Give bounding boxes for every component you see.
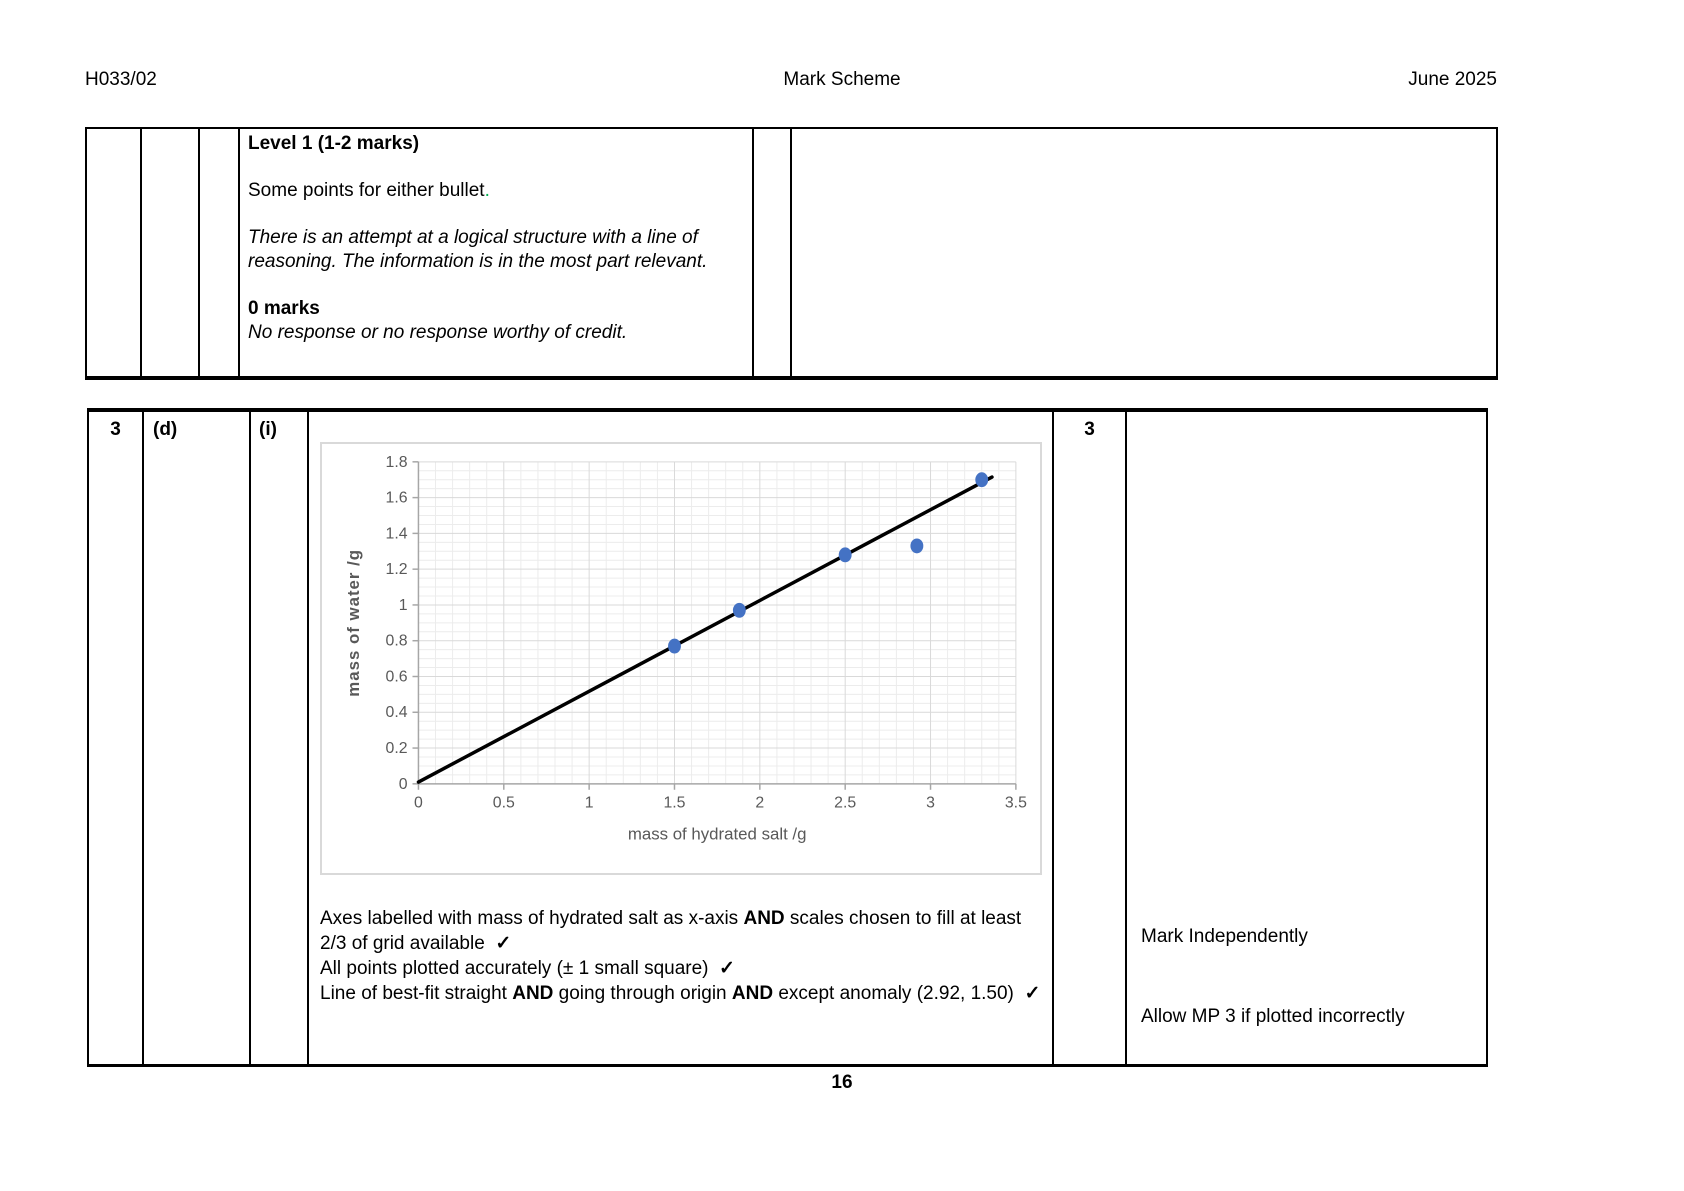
svg-text:0.5: 0.5 <box>492 794 515 812</box>
level1-heading: Level 1 (1-2 marks) <box>248 133 420 154</box>
marking-point-1: Axes labelled with mass of hydrated salt as x-axis AND scales chosen to fill at least 2/3 of grid available ✓ <box>320 908 1022 954</box>
table2-divider-3 <box>307 412 309 1064</box>
svg-text:1.8: 1.8 <box>385 453 408 471</box>
scatter-chart-svg <box>322 444 1040 873</box>
header-paper-code: H033/02 <box>85 69 157 90</box>
scatter-chart <box>320 442 1042 875</box>
svg-text:mass of water /g: mass of water /g <box>344 548 364 697</box>
table2-divider-5 <box>1125 412 1127 1064</box>
svg-text:1.2: 1.2 <box>385 561 408 579</box>
table1-divider-4 <box>752 129 754 376</box>
svg-text:1.5: 1.5 <box>663 794 686 812</box>
table2-divider-2 <box>249 412 251 1064</box>
question-subpart: (i) <box>259 419 277 440</box>
svg-text:3: 3 <box>926 794 935 812</box>
levels-of-response-table <box>85 127 1498 380</box>
question-3d-i-table <box>87 408 1488 1067</box>
svg-text:0.6: 0.6 <box>385 668 408 686</box>
svg-text:1.4: 1.4 <box>385 525 408 543</box>
guidance-mark-independently: Mark Independently <box>1141 926 1308 947</box>
page-number: 16 <box>831 1072 853 1093</box>
level1-descriptor <box>248 179 748 203</box>
svg-text:3.5: 3.5 <box>1004 794 1027 812</box>
question-number: 3 <box>110 419 121 440</box>
marking-point-3: Line of best-fit straight AND going through origin AND except anomaly (2.92, 1.50) ✓ <box>320 983 1041 1004</box>
page-header <box>0 68 1684 94</box>
header-title: Mark Scheme <box>783 69 901 90</box>
guidance-allow-mp3: Allow MP 3 if plotted incorrectly <box>1141 1006 1405 1027</box>
table1-divider-3 <box>238 129 240 376</box>
level1-descriptor-text: Some points for either bullet <box>248 180 485 201</box>
svg-text:1: 1 <box>584 794 594 812</box>
table1-divider-2 <box>198 129 200 376</box>
table2-divider-4 <box>1052 412 1054 1064</box>
zero-marks-heading: 0 marks <box>248 298 320 319</box>
table1-divider-1 <box>140 129 142 376</box>
question-part: (d) <box>153 419 178 440</box>
svg-text:2.5: 2.5 <box>834 794 857 812</box>
green-period: . <box>484 180 490 201</box>
svg-text:0.2: 0.2 <box>385 740 408 758</box>
marks-available: 3 <box>1084 419 1095 440</box>
level1-communication-statement: There is an attempt at a logical structure with a line of reasoning. The information is in the most part relevant. <box>248 227 708 272</box>
svg-text:0.4: 0.4 <box>385 704 408 722</box>
svg-text:1: 1 <box>398 596 408 614</box>
header-session: June 2025 <box>1408 69 1497 90</box>
mark-scheme-answer <box>320 906 1052 1006</box>
svg-text:0: 0 <box>414 794 423 812</box>
svg-text:mass of hydrated salt /g: mass of hydrated salt /g <box>627 824 807 844</box>
table2-divider-1 <box>142 412 144 1064</box>
svg-text:0.8: 0.8 <box>385 632 408 650</box>
svg-text:2: 2 <box>755 794 765 812</box>
svg-text:0: 0 <box>398 775 408 793</box>
levels-of-response-text <box>248 132 748 345</box>
svg-text:1.6: 1.6 <box>385 489 408 507</box>
zero-marks-descriptor: No response or no response worthy of credit. <box>248 322 628 343</box>
table1-divider-5 <box>790 129 792 376</box>
marking-point-2: All points plotted accurately (± 1 small square) ✓ <box>320 958 735 979</box>
